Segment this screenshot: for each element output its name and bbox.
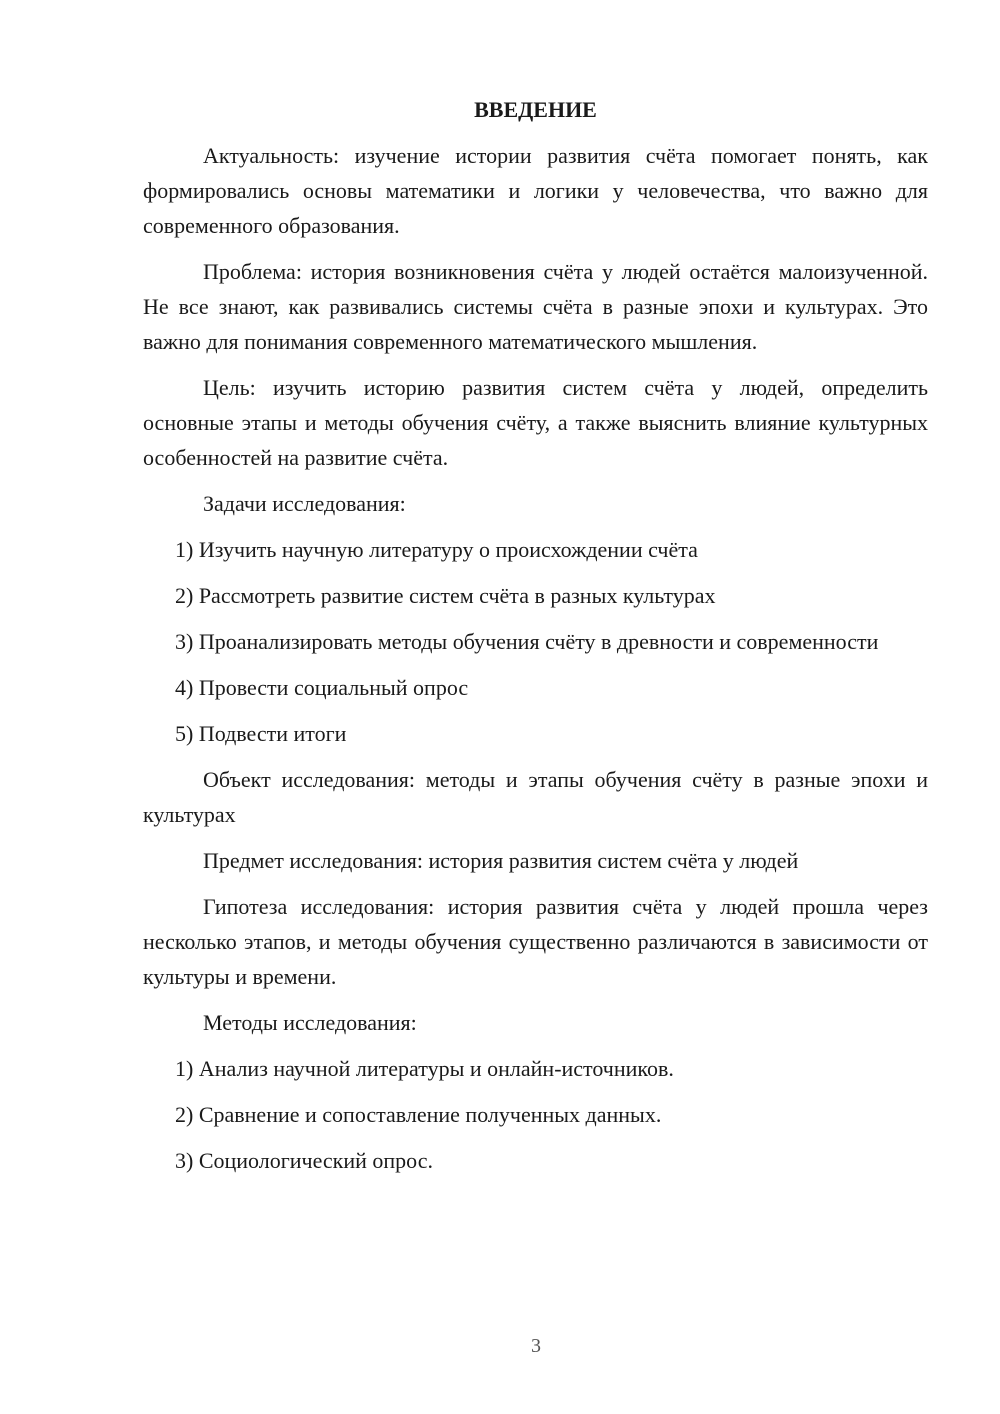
- method-item: 1) Анализ научной литературы и онлайн-источников.: [175, 1056, 674, 1081]
- methods-heading: Методы исследования:: [203, 1010, 417, 1035]
- task-item: 3) Проанализировать методы обучения счёту в древности и современности: [175, 629, 879, 654]
- page-number: 3: [531, 1335, 541, 1357]
- section-title: ВВЕДЕНИЕ: [474, 97, 597, 122]
- problem-paragraph: Проблема: история возникновения счёта у людей остаётся малоизученной. Не все знают, как развивались системы счёта в разные эпохи и культурах. Это важно для понимания современного математического мышления.: [143, 259, 928, 354]
- relevance-paragraph: Актуальность: изучение истории развития счёта помогает понять, как формировались основы математики и логики у человечества, что важно для современного образования.: [143, 143, 928, 238]
- tasks-heading: Задачи исследования:: [203, 491, 406, 516]
- task-item: 4) Провести социальный опрос: [175, 675, 469, 700]
- goal-paragraph: Цель: изучить историю развития систем счёта у людей, определить основные этапы и методы обучения счёту, а также выяснить влияние культурных особенностей на развитие счёта.: [143, 375, 928, 470]
- object-paragraph: Объект исследования: методы и этапы обучения счёту в разные эпохи и культурах: [143, 767, 928, 827]
- method-item: 2) Сравнение и сопоставление полученных данных.: [175, 1102, 662, 1127]
- subject-paragraph: Предмет исследования: история развития систем счёта у людей: [203, 848, 799, 873]
- task-item: 1) Изучить научную литературу о происхождении счёта: [175, 537, 698, 562]
- task-item: 2) Рассмотреть развитие систем счёта в разных культурах: [175, 583, 716, 608]
- task-item: 5) Подвести итоги: [175, 721, 347, 746]
- page-content: [143, 92, 928, 1189]
- hypothesis-paragraph: Гипотеза исследования: история развития счёта у людей прошла через несколько этапов, и методы обучения существенно различаются в зависимости от культуры и времени.: [143, 894, 928, 989]
- method-item: 3) Социологический опрос.: [175, 1148, 433, 1173]
